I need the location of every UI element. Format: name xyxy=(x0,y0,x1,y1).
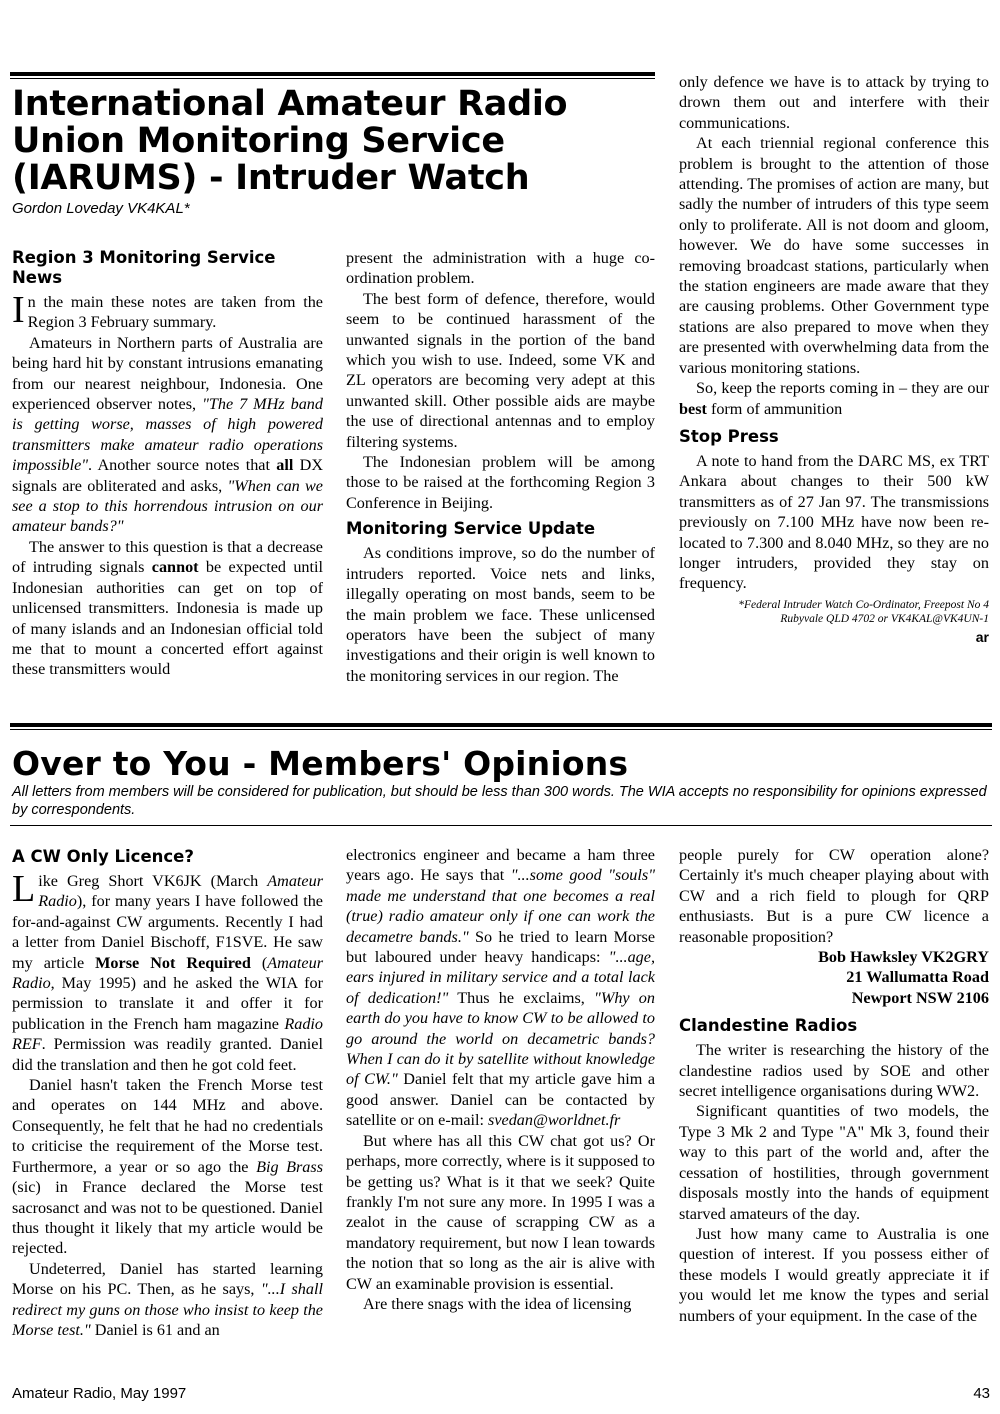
article2-column-2 xyxy=(346,845,655,1314)
article1-column-1 xyxy=(12,246,323,680)
paragraph: The best form of defence, therefore, would seem to be continued harassment of the unwanted signals in the portion of the band which you wish to use. Indeed, some VK and ZL operators are becoming very adept at this unwanted skill. Other possible aids are maybe the use of directional antennas and to employ filtering systems. xyxy=(346,289,655,451)
section-heading: Monitoring Service Update xyxy=(346,519,596,539)
paragraph: But where has all this CW chat got us? Or perhaps, more correctly, where is it supposed to be getting us? What is it that we seek? Quite frankly I'm not sure any more. In 1995 I was a zealot in the cause of scrapping CW as a mandatory requirement, but now I lean towards the notion that so long as the air is alive with CW an examinable provision is essential. xyxy=(346,1131,655,1293)
top-rule-thick xyxy=(10,72,655,76)
paragraph: Significant quantities of two models, the Type 3 Mk 2 and Type "A" Mk 3, found their way to this part of the world and, after the cessation of hostilities, through government disposals mostly into the hands of equipment starved amateurs of the day. xyxy=(679,1102,989,1223)
article2-column-1 xyxy=(12,845,323,1340)
paragraph: only defence we have is to attack by trying to drown them out and interfere with their communications. xyxy=(679,73,989,132)
article-title: International Amateur Radio Union Monitoring Service (IARUMS) - Intruder Watch xyxy=(12,84,568,198)
section-heading: Stop Press xyxy=(679,426,779,446)
section-title: Over to You - Members' Opinions xyxy=(12,744,629,783)
paragraph: people purely for CW operation alone? Certainly it's much cheaper playing about with CW and a rich field to plough for QRP enthusiasts. But is a pure CW licence a reasonable proposition? xyxy=(679,846,989,946)
top-rule-thin xyxy=(10,78,655,79)
paragraph: Daniel hasn't taken the French Morse test and operates on 144 MHz and above. Consequently, he felt that he had no credentials to criticise the requirement of the Morse test. Furthermore, a year or so ago the Big Brass (sic) in France declared the Morse test sacrosanct and was not to be questioned. Daniel thus thought it likely that my article would be rejected. xyxy=(12,1076,323,1258)
signature-address: 21 Wallumatta Road xyxy=(846,968,989,987)
paragraph: The Indonesian problem will be among those to be raised at the forthcoming Region 3 Conference in Beijing. xyxy=(346,453,655,512)
article2-column-3 xyxy=(679,845,989,1326)
paragraph: A note to hand from the DARC MS, ex TRT Ankara about changes to their 500 kW transmitters as of 27 Jan 97. The transmissions previously on 7.100 MHz have now been re-located to 7.300 and 8.040 MHz, so they are no longer intruders, provided they stay on frequency. xyxy=(679,451,989,593)
paragraph: Just how many came to Australia is one question of interest. If you possess either of these models I would greatly appreciate it if you would let me know the types and serial numbers of your equipment. In the case of the xyxy=(679,1224,989,1325)
section-heading: Clandestine Radios xyxy=(679,1016,858,1036)
article1-column-2 xyxy=(346,248,655,686)
paragraph: The answer to this question is that a decrease of intruding signals cannot be expected until Indonesian authorities can get on top of unlicensed transmitters. Indonesia is made up of many islands and an Indonesian official told me that to mount a concerted effort against these transmitters would xyxy=(12,537,324,679)
footer-page-number: 43 xyxy=(973,1385,990,1402)
paragraph: In the main these notes are taken from the Region 3 February summary. xyxy=(12,289,323,332)
footer-publication: Amateur Radio, May 1997 xyxy=(12,1385,187,1402)
paragraph: Are there snags with the idea of licensing xyxy=(363,1294,632,1313)
section-heading: A CW Only Licence? xyxy=(12,847,194,866)
paragraph: At each triennial regional conference this problem is brought to the attention of those attending. The promises of action are many, but sadly the number of intruders of this type seem only to proliferate. All is not doom and gloom, however. We do have some successes in removing broadcast stations, particularly when the station engineers are made aware that they are causing problems. Other Government type stations are also prepared to move when they are presented with overwhelming data from the various monitoring stations. xyxy=(679,134,989,377)
paragraph: So, keep the reports coming in – they are our best form of ammunition xyxy=(679,379,989,418)
section-intro: All letters from members will be considered for publication, but should be less than 300 words. The WIA accepts no responsibility for opinions expressed by correspondents. xyxy=(12,784,987,818)
section-heading: Region 3 Monitoring Service News xyxy=(12,248,276,287)
section-rule-thin xyxy=(10,729,992,730)
intro-rule xyxy=(10,825,992,826)
paragraph: electronics engineer and became a ham three years ago. He says that "...some good "souls" made me understand that one becomes a real (true) radio amateur only if one can work the decametre bands." So he tried to learn Morse but laboured under heavy handicaps: "...age, ears injured in military service and a total lack of dedication!" Thus he exclaims, "Why on earth do you have to know CW to be allowed to go around the world on decametric bands? When I can do it by satellite without knowledge of CW." Daniel felt that my article gave him a good answer. Daniel can be contacted by satellite or on e-mail: svedan@worldnet.fr xyxy=(346,846,656,1130)
section-rule-thick xyxy=(10,723,992,727)
signature-address: Newport NSW 2106 xyxy=(851,988,989,1007)
paragraph: Undeterred, Daniel has started learning Morse on his PC. Then, as he says, "...I shall redirect my guns on those who insist to keep the Morse test." Daniel is 61 and an xyxy=(12,1259,323,1339)
signature-name: Bob Hawksley VK2GRY xyxy=(818,948,989,967)
paragraph: Like Greg Short VK6JK (March Amateur Radio), for many years I have followed the for-and-against CW arguments. Recently I had a letter from Daniel Bischoff, F1SVE. He saw my article Morse Not Required (Amateur Radio, May 1995) and he asked the WIA for permission to translate it and offer it for publication in the French ham magazine Radio REF. Permission was readily granted. Daniel did the translation and then he got cold feet. xyxy=(12,868,324,1074)
paragraph: Amateurs in Northern parts of Australia are being hard hit by constant intrusions emanating from our nearest neighbour, Indonesia. One experienced observer notes, "The 7 MHz band is getting worse, masses of high powered transmitters make amateur radio operations impossible". Another source notes that all DX signals are obliterated and asks, "When can we see a stop to this horrendous intrusion on our amateur bands?" xyxy=(12,333,324,536)
paragraph: present the administration with a huge co-ordination problem. xyxy=(346,249,655,288)
paragraph: The writer is researching the history of the clandestine radios used by SOE and other secret intelligence organisations during WW2. xyxy=(679,1041,989,1101)
footnote: *Federal Intruder Watch Co-Ordinator, Freepost No 4 Rubyvale QLD 4702 or VK4KAL@VK4UN-1 xyxy=(738,598,989,626)
drop-cap: L xyxy=(12,868,36,910)
drop-cap: I xyxy=(12,289,25,331)
paragraph: As conditions improve, so do the number of intruders reported. Voice nets and links, illegally operating on most bands, seem to be the main problem we face. These unlicensed operators have been the subject of many investigations and their origin is well known to the monitoring services in our region. The xyxy=(346,544,655,685)
article1-column-3 xyxy=(679,72,989,647)
byline: Gordon Loveday VK4KAL* xyxy=(12,200,190,217)
end-mark: ar xyxy=(975,628,989,645)
